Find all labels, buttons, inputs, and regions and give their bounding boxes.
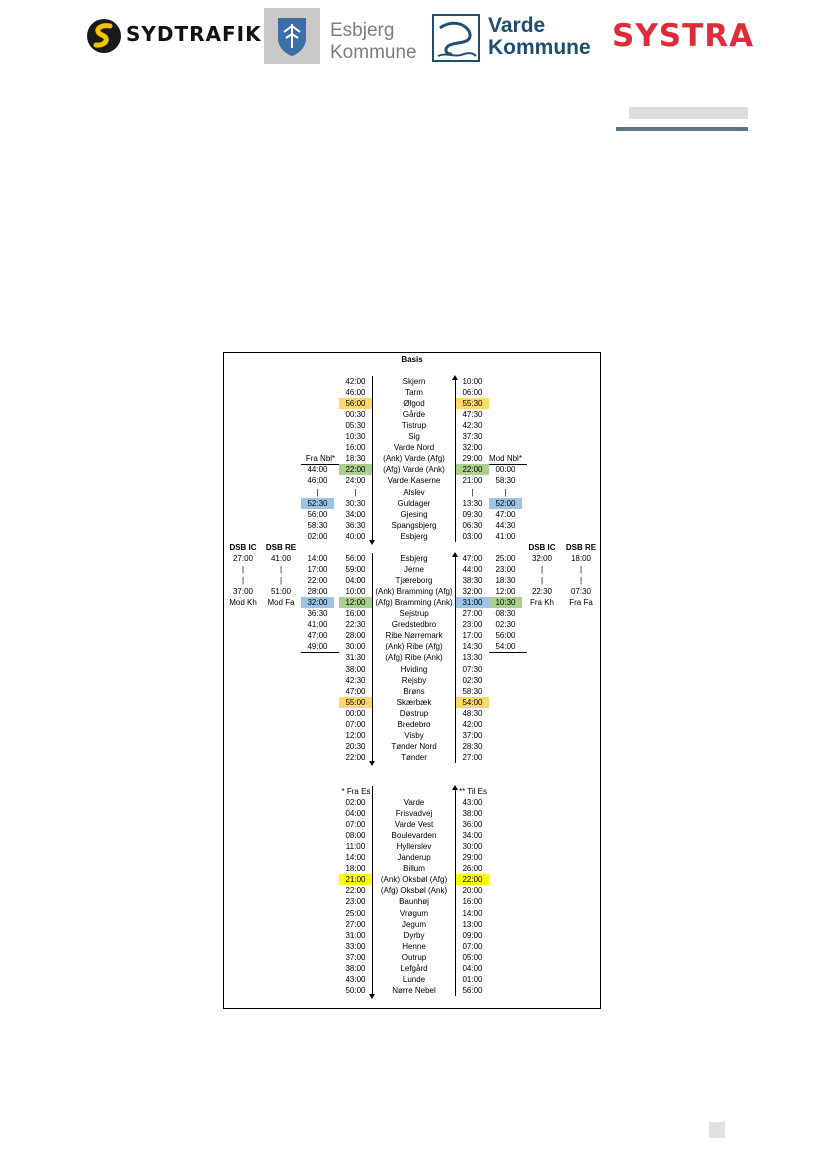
south-down-time: 12:00 xyxy=(345,730,366,740)
header-gray-bar xyxy=(629,107,748,119)
north-station-name: Spangsbjerg xyxy=(391,520,437,530)
south-down-time: 12:00 xyxy=(339,597,372,608)
north-station-name: Varde Kaserne xyxy=(387,476,441,486)
bottom-station-name: Lefgård xyxy=(400,963,428,973)
south-right-rule xyxy=(489,652,527,653)
dsb-left-value: | xyxy=(241,576,245,586)
bottom-station-name: Henne xyxy=(402,941,426,951)
north-up-time: 21:00 xyxy=(462,476,483,486)
north-station-name: Sig xyxy=(408,432,420,442)
south-down-time: 59:00 xyxy=(345,565,366,575)
north-station-name: Esbjerg xyxy=(400,531,428,541)
dsb-right-label: DSB RE xyxy=(565,542,597,552)
south-up-time: 02:30 xyxy=(462,675,483,685)
varde-kommune-logo xyxy=(430,10,592,66)
dsb-right-value: | xyxy=(579,565,583,575)
bottom-up-time: 09:00 xyxy=(462,930,483,940)
bottom-station-name: Baunhøj xyxy=(399,897,429,907)
dsb-left-value: | xyxy=(241,565,245,575)
bottom-station-name: Janderup xyxy=(397,853,431,863)
bottom-up-time: 36:00 xyxy=(462,820,483,830)
south-down-time: 00:00 xyxy=(345,708,366,718)
south-down-time: 30:00 xyxy=(345,642,366,652)
bottom-down-time: 14:00 xyxy=(345,853,366,863)
north-station-name: Tarm xyxy=(405,388,423,398)
bottom-up-time: 29:00 xyxy=(462,853,483,863)
south-station-name: Ribe Nørremark xyxy=(385,631,443,641)
north-left-time: 52:30 xyxy=(301,498,334,509)
north-down-time: 46:00 xyxy=(345,388,366,398)
south-up-time: 54:00 xyxy=(456,697,489,708)
bottom-right-label: ** Til Es xyxy=(458,786,487,796)
bottom-down-time: 08:00 xyxy=(345,831,366,841)
north-up-time: 06:30 xyxy=(462,520,483,530)
bottom-down-time: 07:00 xyxy=(345,820,366,830)
bottom-station-name: Lunde xyxy=(402,974,426,984)
south-station-name: Brøns xyxy=(403,686,425,696)
south-station-name: Bredebro xyxy=(397,719,431,729)
bottom-down-time: 31:00 xyxy=(345,930,366,940)
north-up-time: 06:00 xyxy=(462,388,483,398)
south-up-time: 44:00 xyxy=(462,565,483,575)
north-up-time: 29:00 xyxy=(462,454,483,464)
north-up-time: 32:00 xyxy=(462,443,483,453)
north-up-time: 47:30 xyxy=(462,410,483,420)
north-up-line xyxy=(455,380,456,542)
south-up-time: 42:00 xyxy=(462,719,483,729)
south-left-time: 17:00 xyxy=(307,565,328,575)
south-up-time: 27:00 xyxy=(462,609,483,619)
south-up-time: 32:00 xyxy=(462,587,483,597)
bottom-up-time: 14:00 xyxy=(462,908,483,918)
north-left-time: 46:00 xyxy=(307,476,328,486)
north-down-time: 24:00 xyxy=(345,476,366,486)
bottom-down-time: 04:00 xyxy=(345,809,366,819)
south-station-name: Tønder xyxy=(401,752,427,762)
south-station-name: Tønder Nord xyxy=(391,741,437,751)
north-station-name: (Ank) Varde (Afg) xyxy=(383,454,445,464)
south-left-time: 22:00 xyxy=(307,576,328,586)
south-right-time: 54:00 xyxy=(495,642,516,652)
north-right-time: 58:30 xyxy=(495,476,516,486)
bottom-station-name: Dyrby xyxy=(403,930,425,940)
north-station-name: Alslev xyxy=(403,487,425,497)
north-down-time: 10:30 xyxy=(345,432,366,442)
north-station-name: Varde Nord xyxy=(393,443,435,453)
south-station-name: Gredstedbro xyxy=(391,620,437,630)
bottom-up-time: 43:00 xyxy=(462,798,483,807)
south-down-time: 47:00 xyxy=(345,686,366,696)
bottom-station-name: Hyllerslev xyxy=(396,842,432,852)
north-down-time: 30:30 xyxy=(345,498,366,508)
bottom-down-time: 38:00 xyxy=(345,963,366,973)
north-up-time: 55:30 xyxy=(456,398,489,409)
north-left-time: 56:00 xyxy=(307,509,328,519)
dsb-right-value: 22:30 xyxy=(531,587,553,597)
dsb-right-value: 18:00 xyxy=(570,554,592,563)
page-number-box xyxy=(709,1122,725,1138)
dsb-right-value: 07:30 xyxy=(570,587,592,597)
dsb-right-label: DSB IC xyxy=(528,542,556,552)
bottom-down-time: 18:00 xyxy=(345,864,366,874)
varde-logo-line2: Kommune xyxy=(488,36,591,59)
esbjerg-logo-line2: Kommune xyxy=(330,42,417,63)
bottom-up-time: 38:00 xyxy=(462,809,483,819)
bottom-up-time: 13:00 xyxy=(462,919,483,929)
bottom-station-name: Nørre Nebel xyxy=(392,985,436,995)
north-up-arrow-icon xyxy=(452,375,458,380)
dsb-left-value: 27:00 xyxy=(232,554,254,563)
north-up-time: 42:30 xyxy=(462,421,483,431)
south-right-time: 18:30 xyxy=(495,576,516,586)
bottom-up-time: 05:00 xyxy=(462,952,483,962)
south-station-name: (Afg) Ribe (Ank) xyxy=(385,653,443,663)
south-right-time: 25:00 xyxy=(495,554,516,563)
esbjerg-kommune-logo xyxy=(264,8,418,66)
south-right-time: 12:00 xyxy=(495,587,516,597)
north-left-label: Fra Nbl* xyxy=(305,454,336,464)
north-station-name: (Afg) Varde (Ank) xyxy=(383,465,445,475)
south-up-time: 38:30 xyxy=(462,576,483,586)
bottom-left-label: * Fra Es xyxy=(341,786,371,796)
south-left-time: 41:00 xyxy=(307,620,328,630)
dsb-right-value: | xyxy=(540,565,544,575)
south-station-name: Jerne xyxy=(403,565,424,575)
bottom-up-time: 56:00 xyxy=(462,985,483,995)
south-up-time: 17:00 xyxy=(462,631,483,641)
north-station-name: Guldager xyxy=(397,498,431,508)
bottom-up-time: 26:00 xyxy=(462,864,483,874)
north-up-time: | xyxy=(471,487,474,497)
dsb-left-value: 41:00 xyxy=(270,554,292,563)
north-left-time: 02:00 xyxy=(307,531,328,541)
esbjerg-crest-icon xyxy=(264,8,320,64)
varde-logo-line1: Varde xyxy=(488,14,546,37)
south-up-time: 48:30 xyxy=(462,708,483,718)
north-down-line xyxy=(372,376,373,542)
bottom-up-time: 22:00 xyxy=(456,874,489,885)
north-down-time: 22:00 xyxy=(339,464,372,475)
north-right-time: 41:00 xyxy=(495,531,516,541)
systra-logo xyxy=(612,16,755,56)
north-down-time: 05:30 xyxy=(345,421,366,431)
bottom-station-name: Varde Vest xyxy=(394,820,434,830)
south-down-time: 28:00 xyxy=(345,631,366,641)
bottom-station-name: (Afg) Oksbøl (Ank) xyxy=(380,886,448,896)
dsb-right-value: Fra Fa xyxy=(569,598,593,608)
north-right-time: 52:00 xyxy=(489,498,522,509)
north-down-arrow-icon xyxy=(369,540,375,545)
south-down-time: 31:30 xyxy=(345,653,366,663)
bottom-up-time: 04:00 xyxy=(462,963,483,973)
dsb-left-label: DSB IC xyxy=(229,542,257,552)
bottom-down-line xyxy=(372,786,373,996)
south-up-time: 31:00 xyxy=(456,597,489,608)
bottom-station-name: Outrup xyxy=(401,952,427,962)
south-up-time: 14:30 xyxy=(462,642,483,652)
north-right-label: Mod Nbl* xyxy=(489,454,522,464)
sydtrafik-logo-icon xyxy=(86,18,122,54)
north-up-time: 03:00 xyxy=(462,531,483,541)
south-right-time: 08:30 xyxy=(495,609,516,619)
south-left-rule xyxy=(301,652,339,653)
dsb-right-value: | xyxy=(579,576,583,586)
dsb-left-value: | xyxy=(279,576,283,586)
south-down-time: 22:00 xyxy=(345,752,366,762)
bottom-station-name: (Ank) Oksbøl (Afg) xyxy=(380,875,448,885)
north-up-time: 13:30 xyxy=(462,498,483,508)
sydtrafik-logo xyxy=(86,14,262,60)
header-rule xyxy=(616,127,748,131)
bottom-down-time: 23:00 xyxy=(345,897,366,907)
north-right-time: | xyxy=(504,487,507,497)
timetable-diagram xyxy=(223,352,601,1009)
south-up-time: 37:00 xyxy=(462,730,483,740)
south-right-time: 23:00 xyxy=(495,565,516,575)
north-station-name: Gårde xyxy=(402,410,426,420)
bottom-up-line xyxy=(455,790,456,996)
bottom-up-time: 01:00 xyxy=(462,974,483,984)
bottom-up-time: 20:00 xyxy=(462,886,483,896)
bottom-down-time: 11:00 xyxy=(345,842,366,852)
south-right-time: 10:30 xyxy=(489,597,522,608)
bottom-up-time: 34:00 xyxy=(462,831,483,841)
north-right-time: 47:00 xyxy=(495,509,516,519)
north-station-name: Ølgod xyxy=(403,399,425,409)
south-down-time: 55:00 xyxy=(339,697,372,708)
dsb-right-value: 32:00 xyxy=(531,554,553,563)
south-station-name: Esbjerg xyxy=(400,554,428,563)
bottom-down-time: 33:00 xyxy=(345,941,366,951)
south-up-line xyxy=(455,557,456,763)
sydtrafik-logo-text: SYDTRAFIK xyxy=(126,22,262,46)
north-up-time: 22:00 xyxy=(456,464,489,475)
north-down-time: 34:00 xyxy=(345,509,366,519)
bottom-down-time: 50:00 xyxy=(345,985,366,995)
north-down-time: 16:00 xyxy=(345,443,366,453)
bottom-down-time: 27:00 xyxy=(345,919,366,929)
bottom-down-arrow-icon xyxy=(369,994,375,999)
north-down-time: 18:30 xyxy=(345,454,366,464)
bottom-up-time: 30:00 xyxy=(462,842,483,852)
north-down-time: 56:00 xyxy=(339,398,372,409)
north-left-time: | xyxy=(316,487,319,497)
varde-crest-icon xyxy=(430,12,482,64)
south-left-time: 28:00 xyxy=(307,587,328,597)
systra-logo-text: SYSTRA xyxy=(612,18,755,54)
bottom-down-time: 37:00 xyxy=(345,952,366,962)
bottom-station-name: Boulevarden xyxy=(391,831,437,841)
south-down-time: 38:00 xyxy=(345,664,366,674)
north-up-time: 10:00 xyxy=(462,377,483,386)
north-station-name: Skjern xyxy=(402,377,426,386)
north-left-time: 44:00 xyxy=(307,465,328,475)
south-right-time: 02:30 xyxy=(495,620,516,630)
south-up-time: 07:30 xyxy=(462,664,483,674)
bottom-station-name: Frisvadvej xyxy=(395,809,433,819)
north-left-time: 58:30 xyxy=(307,520,328,530)
dsb-right-value: Fra Kh xyxy=(529,598,554,608)
south-station-name: Rejsby xyxy=(401,675,427,685)
bottom-up-time: 07:00 xyxy=(462,941,483,951)
bottom-station-name: Billum xyxy=(403,864,425,874)
south-down-time: 42:30 xyxy=(345,675,366,685)
south-up-time: 58:30 xyxy=(462,686,483,696)
south-up-time: 47:00 xyxy=(462,554,483,563)
dsb-left-label: DSB RE xyxy=(265,542,297,552)
south-left-time: 47:00 xyxy=(307,631,328,641)
south-left-time: 14:00 xyxy=(307,554,328,563)
south-station-name: Hviding xyxy=(400,664,428,674)
bottom-down-time: 25:00 xyxy=(345,908,366,918)
bottom-down-time: 43:00 xyxy=(345,974,366,984)
south-station-name: (Ank) Bramming (Afg) xyxy=(375,587,453,597)
north-right-time: 00:00 xyxy=(495,465,516,475)
south-station-name: Visby xyxy=(404,730,424,740)
north-down-time: 36:30 xyxy=(345,520,366,530)
south-station-name: (Ank) Ribe (Afg) xyxy=(385,642,443,652)
south-down-time: 10:00 xyxy=(345,587,366,597)
south-station-name: Tjæreborg xyxy=(395,576,433,586)
south-down-line xyxy=(372,553,373,763)
south-left-time: 36:30 xyxy=(307,609,328,619)
north-up-time: 37:30 xyxy=(462,432,483,442)
south-left-time: 49:00 xyxy=(307,642,328,652)
south-station-name: Skærbæk xyxy=(396,697,432,707)
dsb-left-value: | xyxy=(279,565,283,575)
south-station-name: Sejstrup xyxy=(399,609,429,619)
north-down-time: 42:00 xyxy=(345,377,366,386)
south-up-time: 13:30 xyxy=(462,653,483,663)
bottom-down-time: 02:00 xyxy=(345,798,366,807)
dsb-left-value: 51:00 xyxy=(270,587,292,597)
bottom-station-name: Jegum xyxy=(401,919,426,929)
dsb-left-value: 37:00 xyxy=(232,587,254,597)
south-up-arrow-icon xyxy=(452,552,458,557)
south-station-name: (Afg) Bramming (Ank) xyxy=(375,598,453,608)
south-right-time: 56:00 xyxy=(495,631,516,641)
south-up-time: 23:00 xyxy=(462,620,483,630)
south-station-name: Døstrup xyxy=(399,708,429,718)
bottom-up-time: 16:00 xyxy=(462,897,483,907)
south-down-time: 04:00 xyxy=(345,576,366,586)
diagram-title: Basis xyxy=(401,355,423,364)
south-down-time: 22:30 xyxy=(345,620,366,630)
bottom-down-time: 22:00 xyxy=(345,886,366,896)
dsb-left-value: Mod Kh xyxy=(229,598,257,608)
north-station-name: Tistrup xyxy=(401,421,427,431)
north-down-time: 40:00 xyxy=(345,531,366,541)
south-down-time: 20:30 xyxy=(345,741,366,751)
esbjerg-logo-line1: Esbjerg xyxy=(330,20,395,41)
south-up-time: 27:00 xyxy=(462,752,483,762)
north-up-time: 09:30 xyxy=(462,509,483,519)
bottom-station-name: Varde xyxy=(403,798,425,807)
dsb-left-value: Mod Fa xyxy=(267,598,295,608)
south-left-time: 32:00 xyxy=(301,597,334,608)
south-up-time: 28:30 xyxy=(462,741,483,751)
north-down-time: | xyxy=(354,487,357,497)
south-down-time: 07:00 xyxy=(345,719,366,729)
north-right-time: 44:30 xyxy=(495,520,516,530)
bottom-down-time: 21:00 xyxy=(339,874,372,885)
north-station-name: Gjesing xyxy=(400,509,428,519)
south-down-time: 16:00 xyxy=(345,609,366,619)
south-down-time: 56:00 xyxy=(345,554,366,563)
north-down-time: 00:30 xyxy=(345,410,366,420)
bottom-station-name: Vrøgum xyxy=(399,908,429,918)
bottom-up-arrow-icon xyxy=(452,785,458,790)
dsb-right-value: | xyxy=(540,576,544,586)
south-down-arrow-icon xyxy=(369,761,375,766)
